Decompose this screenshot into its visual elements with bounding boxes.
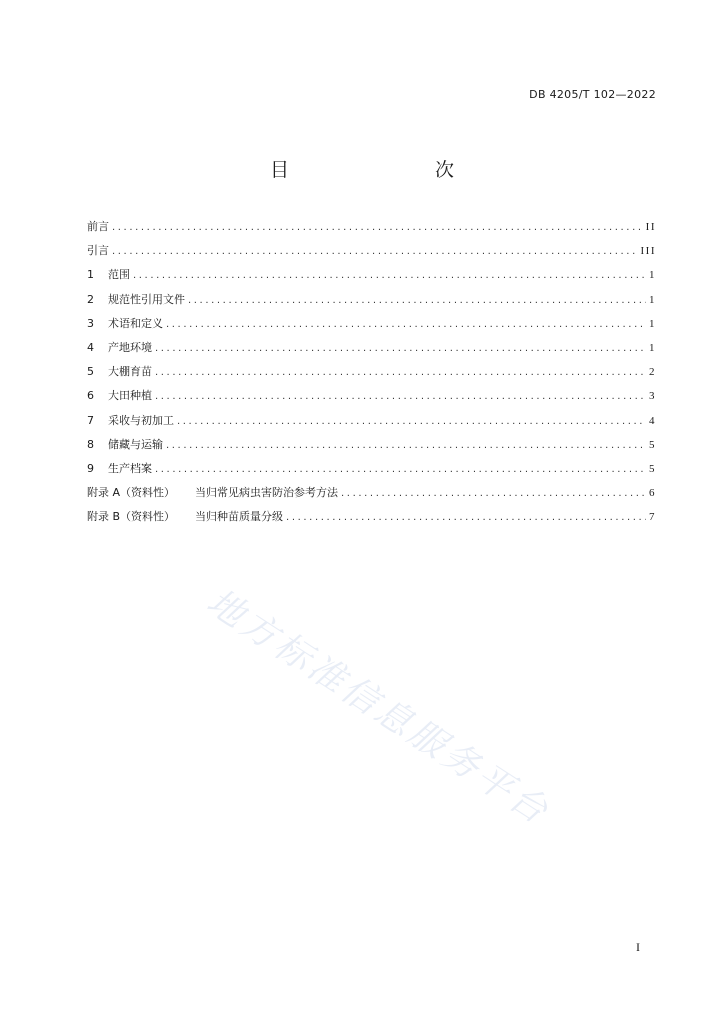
toc-section-number: 1 [87, 268, 94, 282]
toc-section-number: 3 [87, 316, 94, 330]
toc-page-number: III [640, 245, 656, 258]
toc-label: 规范性引用文件 [108, 292, 185, 306]
appendix-title: 当归种苗质量分级 [195, 510, 284, 524]
toc-label: 大田种植 [108, 389, 152, 403]
toc-entry-appendix-a[interactable] [87, 484, 656, 508]
toc-page-number: 1 [649, 293, 656, 306]
toc-entry-section-4[interactable] [87, 339, 656, 363]
toc-page-number: 2 [649, 366, 656, 379]
toc-page-number: 4 [649, 414, 656, 427]
toc-leader-dots [155, 391, 646, 402]
page-number: I [636, 940, 640, 954]
appendix-label: 附录 B（资料性） [87, 510, 176, 524]
toc-leader-dots [166, 319, 646, 330]
toc-section-number: 9 [87, 461, 94, 475]
toc-section-number: 7 [87, 413, 94, 427]
toc-entry-section-3[interactable] [87, 315, 656, 339]
toc-entry-section-6[interactable] [87, 387, 656, 411]
toc-section-number: 8 [87, 437, 94, 451]
toc-leader-dots [286, 512, 646, 523]
toc-label: 采收与初加工 [108, 413, 174, 427]
toc-page-number: 1 [649, 317, 656, 330]
toc-leader-dots [133, 270, 646, 281]
appendix-title: 当归常见病虫害防治参考方法 [195, 486, 339, 500]
toc-label: 术语和定义 [108, 316, 163, 330]
toc-entry-section-8[interactable] [87, 436, 656, 460]
toc-label: 生产档案 [108, 461, 152, 475]
toc-page-number: 6 [649, 487, 656, 500]
toc-leader-dots [112, 222, 643, 233]
toc-entry-foreword[interactable] [87, 218, 656, 242]
toc-label: 范围 [108, 268, 130, 282]
toc-entry-appendix-b[interactable] [87, 508, 656, 532]
toc-entry-section-9[interactable] [87, 460, 656, 484]
toc-page-number: 1 [649, 269, 656, 282]
toc-entry-section-2[interactable] [87, 291, 656, 315]
standard-code: DB 4205/T 102—2022 [529, 88, 656, 101]
toc-section-number: 2 [87, 292, 94, 306]
toc-page-number: 1 [649, 341, 656, 354]
toc-leader-dots [112, 246, 638, 257]
toc-page-number: 5 [649, 438, 656, 451]
toc-section-number: 6 [87, 389, 94, 403]
toc-leader-dots [155, 464, 646, 475]
toc-leader-dots [188, 295, 646, 306]
toc-label: 储藏与运输 [108, 437, 163, 451]
page-title: 目 次 [269, 159, 490, 181]
toc-entry-introduction[interactable] [87, 242, 656, 266]
table-of-contents [87, 218, 656, 532]
toc-label: 前言 [87, 220, 109, 233]
toc-label [87, 484, 338, 500]
toc-page-number: 3 [649, 390, 656, 403]
appendix-label: 附录 A（资料性） [87, 486, 176, 500]
toc-leader-dots [155, 343, 646, 354]
toc-leader-dots [155, 367, 646, 378]
watermark: 地方标准信息服务平台 [199, 581, 558, 834]
toc-entry-section-5[interactable] [87, 363, 656, 387]
toc-leader-dots [166, 440, 646, 451]
toc-leader-dots [177, 416, 646, 427]
toc-section-number: 5 [87, 365, 94, 379]
toc-page-number: II [645, 221, 656, 233]
toc-label: 大棚育苗 [108, 365, 152, 379]
toc-page-number: 7 [649, 511, 656, 524]
toc-leader-dots [341, 488, 646, 499]
toc-label [87, 508, 283, 524]
toc-label: 引言 [87, 244, 109, 258]
toc-entry-section-7[interactable] [87, 412, 656, 436]
toc-entry-section-1[interactable] [87, 266, 656, 290]
toc-section-number: 4 [87, 340, 94, 354]
toc-label: 产地环境 [108, 340, 152, 354]
toc-page-number: 5 [649, 462, 656, 475]
